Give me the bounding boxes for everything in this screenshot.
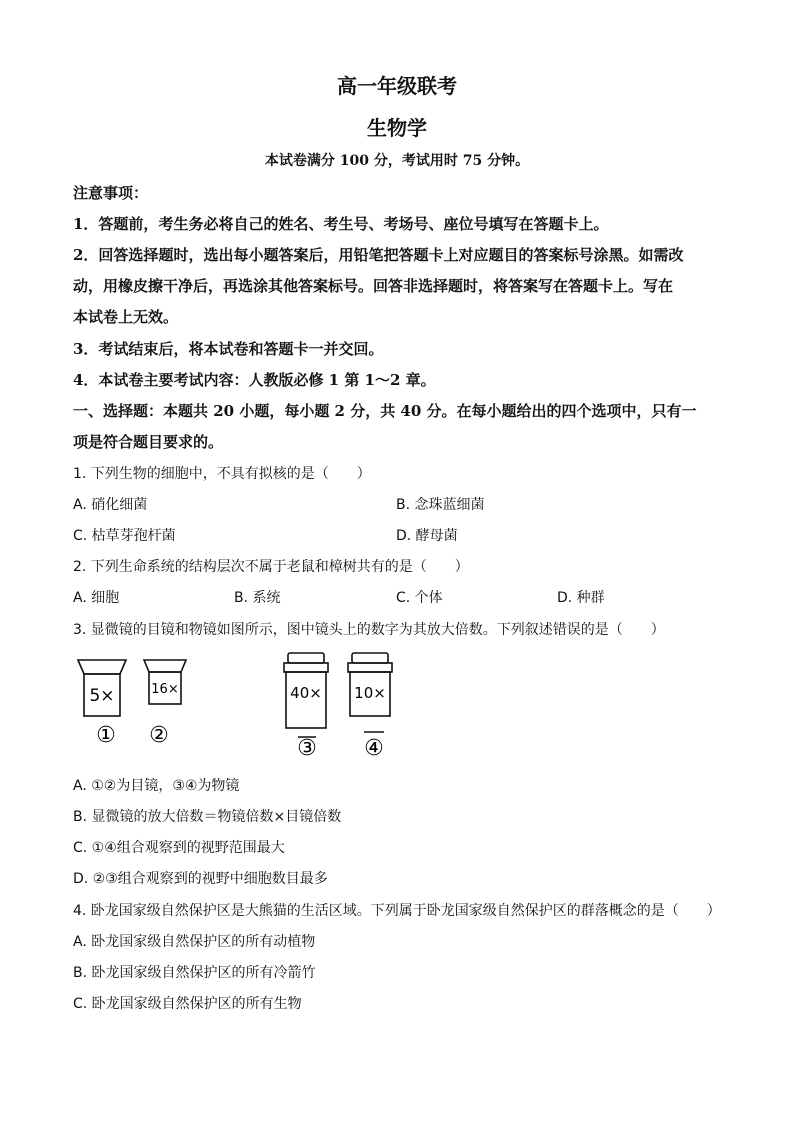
note-2-line-2: 动，用橡皮擦干净后，再选涂其他答案标号。回答非选择题时，将答案写在答题卡上。写在: [73, 277, 674, 295]
lens-1-magnification: 5×: [89, 686, 115, 706]
exam-info: 本试卷满分 100 分，考试用时 75 分钟。: [264, 153, 530, 169]
question-3-option-d: D. ②③组合观察到的视野中细胞数目最多: [73, 871, 328, 887]
question-2-option-d: D. 种群: [557, 590, 605, 606]
note-2-line-1: 2．回答选择题时，选出每小题答案后，用铅笔把答题卡上对应题目的答案标号涂黑。如需改: [73, 246, 684, 264]
lens-4-magnification: 10×: [354, 684, 386, 702]
question-1-option-c: C. 枯草芽孢杆菌: [73, 528, 176, 544]
question-3-option-c: C. ①④组合观察到的视野范围最大: [73, 840, 285, 856]
eyepiece-lens-2: [144, 660, 186, 748]
lens-2-magnification: 16×: [151, 682, 179, 697]
question-1-stem: 1. 下列生物的细胞中，不具有拟核的是（ ）: [73, 466, 371, 482]
question-4-option-c: C. 卧龙国家级自然保护区的所有生物: [73, 996, 302, 1012]
question-1-option-d: D. 酵母菌: [396, 528, 458, 544]
question-3-option-b: B. 显微镜的放大倍数＝物镜倍数×目镜倍数: [73, 809, 342, 825]
notes-heading: 注意事项：: [73, 184, 149, 202]
question-2-stem: 2. 下列生命系统的结构层次不属于老鼠和樟树共有的是（ ）: [73, 559, 469, 575]
exam-title: 高一年级联考: [337, 74, 457, 98]
question-1-option-a: A. 硝化细菌: [73, 497, 148, 513]
question-4-option-a: A. 卧龙国家级自然保护区的所有动植物: [73, 934, 316, 950]
objective-lens-4: [348, 653, 392, 761]
objective-lens-3: [284, 653, 328, 761]
eyepiece-lens-1: [78, 660, 126, 748]
question-4-stem: 4. 卧龙国家级自然保护区是大熊猫的生活区域。下列属于卧龙国家级自然保护区的群落概念的是（ ）: [73, 903, 721, 919]
note-3: 3．考试结束后，将本试卷和答题卡一并交回。: [73, 340, 384, 358]
question-4-option-b: B. 卧龙国家级自然保护区的所有冷箭竹: [73, 965, 316, 981]
note-4: 4．本试卷主要考试内容：人教版必修 1 第 1～2 章。: [73, 371, 436, 389]
question-2-option-a: A. 细胞: [73, 590, 120, 606]
section-heading-line-1: 一、选择题：本题共 20 小题，每小题 2 分，共 40 分。在每小题给出的四个选项中，只有一: [73, 402, 697, 420]
lens-1-label: ①: [96, 723, 116, 748]
lens-figure: [70, 648, 410, 763]
question-1-option-b: B. 念珠蓝细菌: [396, 497, 485, 513]
lens-2-label: ②: [149, 723, 169, 748]
question-2-option-c: C. 个体: [396, 590, 443, 606]
lens-3-label: ③: [297, 736, 317, 761]
question-3-stem: 3. 显微镜的目镜和物镜如图所示，图中镜头上的数字为其放大倍数。下列叙述错误的是（ ）: [73, 622, 665, 638]
lens-3-magnification: 40×: [290, 684, 322, 702]
question-3-option-a: A. ①②为目镜，③④为物镜: [73, 778, 240, 794]
note-2-line-3: 本试卷上无效。: [73, 308, 179, 326]
note-1: 1．答题前，考生务必将自己的姓名、考生号、考场号、座位号填写在答题卡上。: [73, 215, 609, 233]
subject-title: 生物学: [367, 116, 427, 140]
question-2-option-b: B. 系统: [234, 590, 281, 606]
lens-4-label: ④: [364, 736, 384, 761]
section-heading-line-2: 项是符合题目要求的。: [73, 433, 224, 451]
